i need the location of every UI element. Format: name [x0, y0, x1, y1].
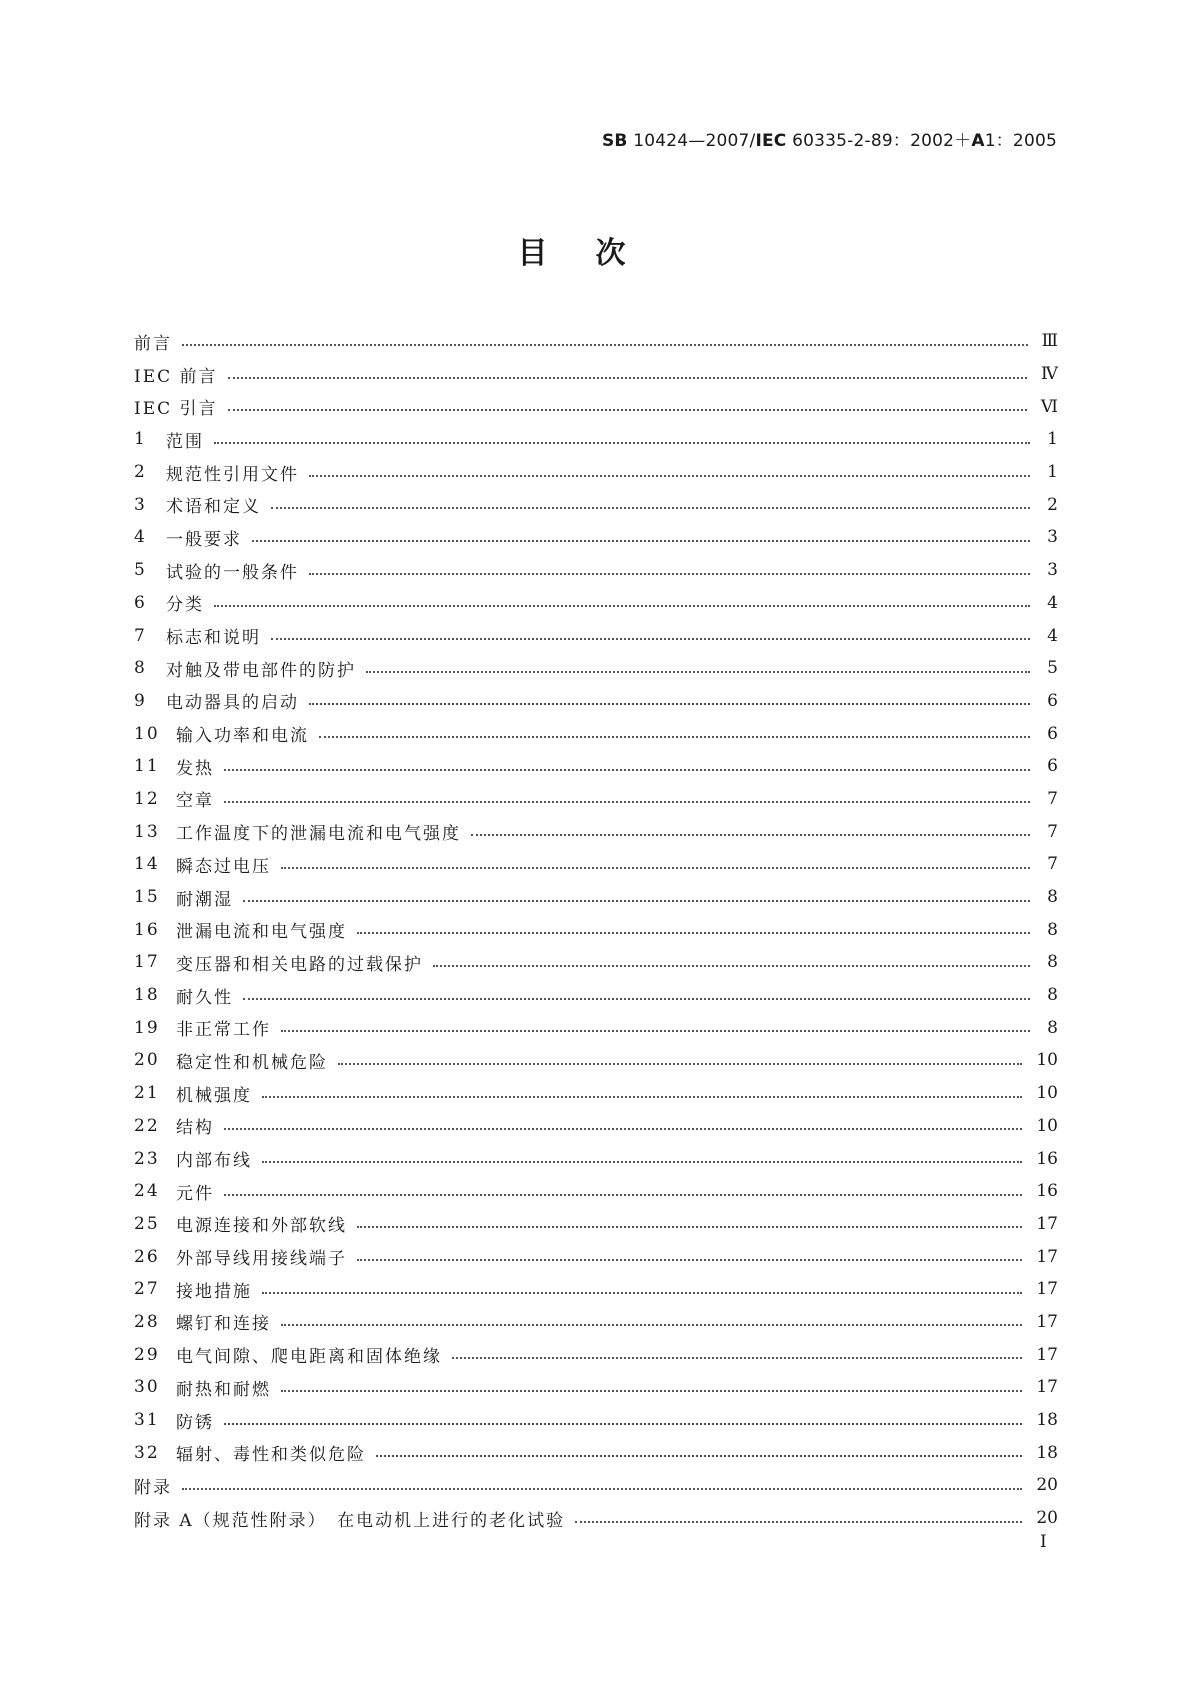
toc-entry-page: 8 — [1047, 919, 1058, 940]
toc-leader-dots — [182, 1487, 1022, 1490]
toc-leader-dots — [224, 1127, 1022, 1130]
document-standard-header — [602, 126, 1057, 151]
toc-leader-dots — [271, 637, 1030, 640]
toc-leader-dots — [262, 1291, 1022, 1294]
toc-leader-dots — [309, 474, 1030, 477]
amendment-code: A — [971, 131, 985, 151]
toc-entry-page: 6 — [1047, 690, 1058, 711]
toc-entry[interactable] — [134, 881, 1058, 914]
toc-entry-number: 24 — [134, 1181, 160, 1202]
toc-leader-dots — [182, 343, 1028, 346]
toc-leader-dots — [376, 1454, 1022, 1457]
toc-entry-number: 4 — [134, 527, 147, 548]
toc-entry-number: 21 — [134, 1083, 160, 1104]
toc-leader-dots — [228, 376, 1027, 379]
toc-entry-number: 16 — [134, 919, 160, 940]
toc-entry-label: 术语和定义 — [166, 497, 261, 518]
toc-entry-number: 1 — [134, 429, 147, 450]
toc-entry-page: 7 — [1047, 788, 1058, 809]
toc-entry-label: 范围 — [166, 431, 204, 452]
toc-leader-dots — [262, 1160, 1022, 1163]
toc-entry-page: 10 — [1036, 1115, 1058, 1136]
toc-entry-page: 3 — [1047, 560, 1058, 581]
toc-entry-page: 17 — [1036, 1246, 1058, 1267]
toc-leader-dots — [214, 604, 1030, 607]
toc-entry-label: 分类 — [166, 595, 204, 616]
toc-entry-page: 1 — [1047, 462, 1058, 483]
toc-leader-dots — [252, 539, 1030, 542]
toc-entry[interactable] — [134, 815, 1058, 848]
toc-entry-number: 7 — [134, 625, 147, 646]
toc-leader-dots — [319, 735, 1030, 738]
toc-entry-number: 32 — [134, 1442, 160, 1463]
toc-entry[interactable] — [134, 652, 1058, 685]
toc-entry[interactable] — [134, 1077, 1058, 1110]
toc-entry-label: 输入功率和电流 — [176, 726, 309, 747]
toc-entry-label: 前言 — [134, 333, 172, 354]
toc-entry[interactable] — [134, 1338, 1058, 1371]
toc-entry[interactable] — [134, 717, 1058, 750]
toc-entry-page: Ⅲ — [1041, 331, 1058, 352]
toc-entry-label: 内部布线 — [176, 1151, 252, 1172]
toc-entry[interactable] — [134, 1142, 1058, 1175]
toc-entry-page: 18 — [1036, 1410, 1058, 1431]
toc-entry-page: 4 — [1047, 625, 1058, 646]
toc-leader-dots — [281, 1323, 1022, 1326]
toc-entry-page: Ⅳ — [1041, 364, 1058, 385]
toc-entry[interactable] — [134, 1044, 1058, 1077]
toc-leader-dots — [228, 408, 1027, 411]
toc-entry-page: 8 — [1047, 952, 1058, 973]
toc-entry[interactable] — [134, 521, 1058, 554]
toc-entry-label: 耐久性 — [176, 987, 233, 1008]
toc-entry[interactable] — [134, 325, 1058, 358]
toc-entry-label: 瞬态过电压 — [176, 856, 271, 877]
toc-entry-label: 机械强度 — [176, 1085, 252, 1106]
page-folio: Ⅰ — [1040, 1532, 1047, 1552]
toc-entry-label: 外部导线用接线端子 — [176, 1249, 347, 1270]
toc-entry-number: 20 — [134, 1050, 160, 1071]
toc-entry[interactable] — [134, 587, 1058, 620]
toc-entry-label: 接地措施 — [176, 1281, 252, 1302]
toc-entry[interactable] — [134, 456, 1058, 489]
toc-entry[interactable] — [134, 1404, 1058, 1437]
toc-entry-number: 2 — [134, 462, 147, 483]
toc-entry-number: 27 — [134, 1279, 160, 1300]
toc-entry-page: 16 — [1036, 1148, 1058, 1169]
toc-entry[interactable] — [134, 554, 1058, 587]
toc-entry-number: 30 — [134, 1377, 160, 1398]
toc-entry[interactable] — [134, 358, 1058, 391]
toc-entry-page: 17 — [1036, 1311, 1058, 1332]
toc-entry-label: 对触及带电部件的防护 — [166, 660, 356, 681]
iec-code: IEC — [755, 131, 787, 151]
toc-entry-label: 发热 — [176, 758, 214, 779]
toc-leader-dots — [357, 931, 1030, 934]
toc-entry-label: 标志和说明 — [166, 628, 261, 649]
standard-code: SB — [601, 131, 628, 151]
toc-entry-page: 8 — [1047, 1017, 1058, 1038]
toc-leader-dots — [224, 800, 1030, 803]
toc-entry-number: 3 — [134, 494, 147, 515]
toc-entry-label: 泄漏电流和电气强度 — [176, 922, 347, 943]
toc-entry[interactable] — [134, 1436, 1058, 1469]
toc-entry[interactable] — [134, 390, 1058, 423]
toc-leader-dots — [433, 964, 1030, 967]
toc-entry-label: IEC 引言 — [134, 399, 218, 420]
toc-entry[interactable] — [134, 1011, 1058, 1044]
toc-entry-page: 7 — [1047, 821, 1058, 842]
toc-leader-dots — [281, 1029, 1030, 1032]
toc-entry-page: 2 — [1047, 494, 1058, 515]
toc-entry-label: 非正常工作 — [176, 1020, 271, 1041]
toc-entry-label: 耐潮湿 — [176, 889, 233, 910]
toc-leader-dots — [224, 1422, 1022, 1425]
toc-entry-label: IEC 前言 — [134, 366, 218, 387]
toc-leader-dots — [243, 997, 1030, 1000]
toc-entry-number: 12 — [134, 788, 160, 809]
toc-entry-number: 5 — [134, 560, 147, 581]
toc-leader-dots — [357, 1258, 1022, 1261]
toc-entry[interactable] — [134, 1469, 1058, 1502]
toc-entry-label: 防锈 — [176, 1412, 214, 1433]
toc-entry-page: Ⅵ — [1040, 396, 1058, 417]
toc-leader-dots — [224, 768, 1030, 771]
toc-entry[interactable] — [134, 946, 1058, 979]
toc-entry-page: 6 — [1047, 723, 1058, 744]
toc-entry-label: 规范性引用文件 — [166, 464, 299, 485]
toc-leader-dots — [271, 506, 1030, 509]
iec-number: 60335-2-89：2002＋ — [786, 131, 972, 151]
table-of-contents — [134, 325, 1058, 1534]
toc-entry-number: 8 — [134, 658, 147, 679]
toc-entry[interactable] — [134, 1371, 1058, 1404]
toc-entry-page: 20 — [1036, 1508, 1058, 1529]
toc-entry-page: 18 — [1036, 1442, 1058, 1463]
toc-entry-page: 8 — [1047, 887, 1058, 908]
toc-leader-dots — [309, 572, 1030, 575]
toc-entry-label: 一般要求 — [166, 529, 242, 550]
toc-leader-dots — [281, 866, 1030, 869]
toc-entry-label: 工作温度下的泄漏电流和电气强度 — [176, 824, 461, 845]
toc-entry-number: 11 — [134, 756, 160, 777]
toc-leader-dots — [452, 1356, 1022, 1359]
toc-entry-page: 17 — [1036, 1279, 1058, 1300]
toc-entry[interactable] — [134, 913, 1058, 946]
toc-entry-page: 16 — [1036, 1181, 1058, 1202]
toc-entry[interactable] — [134, 848, 1058, 881]
toc-entry-number: 26 — [134, 1246, 160, 1267]
toc-leader-dots — [214, 441, 1030, 444]
toc-leader-dots — [338, 1062, 1022, 1065]
toc-entry-label: 稳定性和机械危险 — [176, 1052, 328, 1073]
toc-entry-number: 14 — [134, 854, 160, 875]
toc-entry[interactable] — [134, 750, 1058, 783]
toc-entry-label: 结构 — [176, 1118, 214, 1139]
toc-entry-page: 3 — [1047, 527, 1058, 548]
toc-entry-number: 9 — [134, 690, 147, 711]
toc-entry-number: 29 — [134, 1344, 160, 1365]
toc-entry[interactable] — [134, 685, 1058, 718]
toc-entry-page: 10 — [1036, 1050, 1058, 1071]
toc-entry-label: 元件 — [176, 1183, 214, 1204]
standard-number: 10424—2007/ — [627, 131, 756, 151]
toc-entry[interactable] — [134, 1175, 1058, 1208]
toc-leader-dots — [357, 1225, 1022, 1228]
toc-entry[interactable] — [134, 1306, 1058, 1339]
toc-entry-label: 辐射、毒性和类似危险 — [176, 1445, 366, 1466]
toc-entry-page: 17 — [1036, 1377, 1058, 1398]
amendment-number: 1：2005 — [984, 131, 1057, 151]
toc-entry-number: 13 — [134, 821, 160, 842]
toc-entry[interactable] — [134, 979, 1058, 1012]
toc-entry-page: 10 — [1036, 1083, 1058, 1104]
toc-entry-number: 10 — [134, 723, 160, 744]
toc-entry-label: 耐热和耐燃 — [176, 1379, 271, 1400]
toc-entry-page: 17 — [1036, 1213, 1058, 1234]
toc-entry-label: 附录 — [134, 1477, 172, 1498]
toc-entry[interactable] — [134, 1273, 1058, 1306]
toc-entry-label: 螺钉和连接 — [176, 1314, 271, 1335]
toc-entry-page: 20 — [1036, 1475, 1058, 1496]
toc-entry[interactable] — [134, 783, 1058, 816]
toc-entry-label: 附录 A（规范性附录） 在电动机上进行的老化试验 — [134, 1510, 566, 1531]
toc-leader-dots — [262, 1095, 1022, 1098]
toc-entry-number: 6 — [134, 592, 147, 613]
page-title: 目次 — [517, 236, 674, 271]
toc-leader-dots — [243, 899, 1030, 902]
toc-entry[interactable] — [134, 619, 1058, 652]
toc-entry-page: 4 — [1047, 592, 1058, 613]
toc-entry-label: 空章 — [176, 791, 214, 812]
toc-entry-page: 1 — [1047, 429, 1058, 450]
toc-entry-number: 25 — [134, 1213, 160, 1234]
toc-entry-number: 22 — [134, 1115, 160, 1136]
toc-leader-dots — [281, 1389, 1022, 1392]
toc-leader-dots — [575, 1520, 1022, 1523]
toc-entry-label: 变压器和相关电路的过载保护 — [176, 954, 423, 975]
toc-leader-dots — [309, 702, 1030, 705]
toc-leader-dots — [366, 670, 1030, 673]
toc-entry[interactable] — [134, 488, 1058, 521]
toc-entry-number: 23 — [134, 1148, 160, 1169]
toc-entry-page: 7 — [1047, 854, 1058, 875]
toc-entry-label: 电源连接和外部软线 — [176, 1216, 347, 1237]
toc-entry-number: 15 — [134, 887, 160, 908]
toc-leader-dots — [224, 1193, 1022, 1196]
toc-entry-page: 5 — [1047, 658, 1058, 679]
toc-entry-page: 8 — [1047, 985, 1058, 1006]
toc-entry-number: 28 — [134, 1311, 160, 1332]
toc-entry-number: 31 — [134, 1410, 160, 1431]
toc-entry-label: 试验的一般条件 — [166, 562, 299, 583]
toc-entry[interactable] — [134, 1502, 1058, 1535]
toc-entry-label: 电气间隙、爬电距离和固体绝缘 — [176, 1347, 442, 1368]
toc-entry-page: 17 — [1036, 1344, 1058, 1365]
toc-entry-number: 17 — [134, 952, 160, 973]
toc-entry-page: 6 — [1047, 756, 1058, 777]
toc-entry-label: 电动器具的启动 — [166, 693, 299, 714]
toc-leader-dots — [471, 833, 1030, 836]
toc-entry[interactable] — [134, 1208, 1058, 1241]
toc-entry-number: 18 — [134, 985, 160, 1006]
toc-entry-number: 19 — [134, 1017, 160, 1038]
toc-entry[interactable] — [134, 1240, 1058, 1273]
toc-entry[interactable] — [134, 1110, 1058, 1143]
toc-entry[interactable] — [134, 423, 1058, 456]
